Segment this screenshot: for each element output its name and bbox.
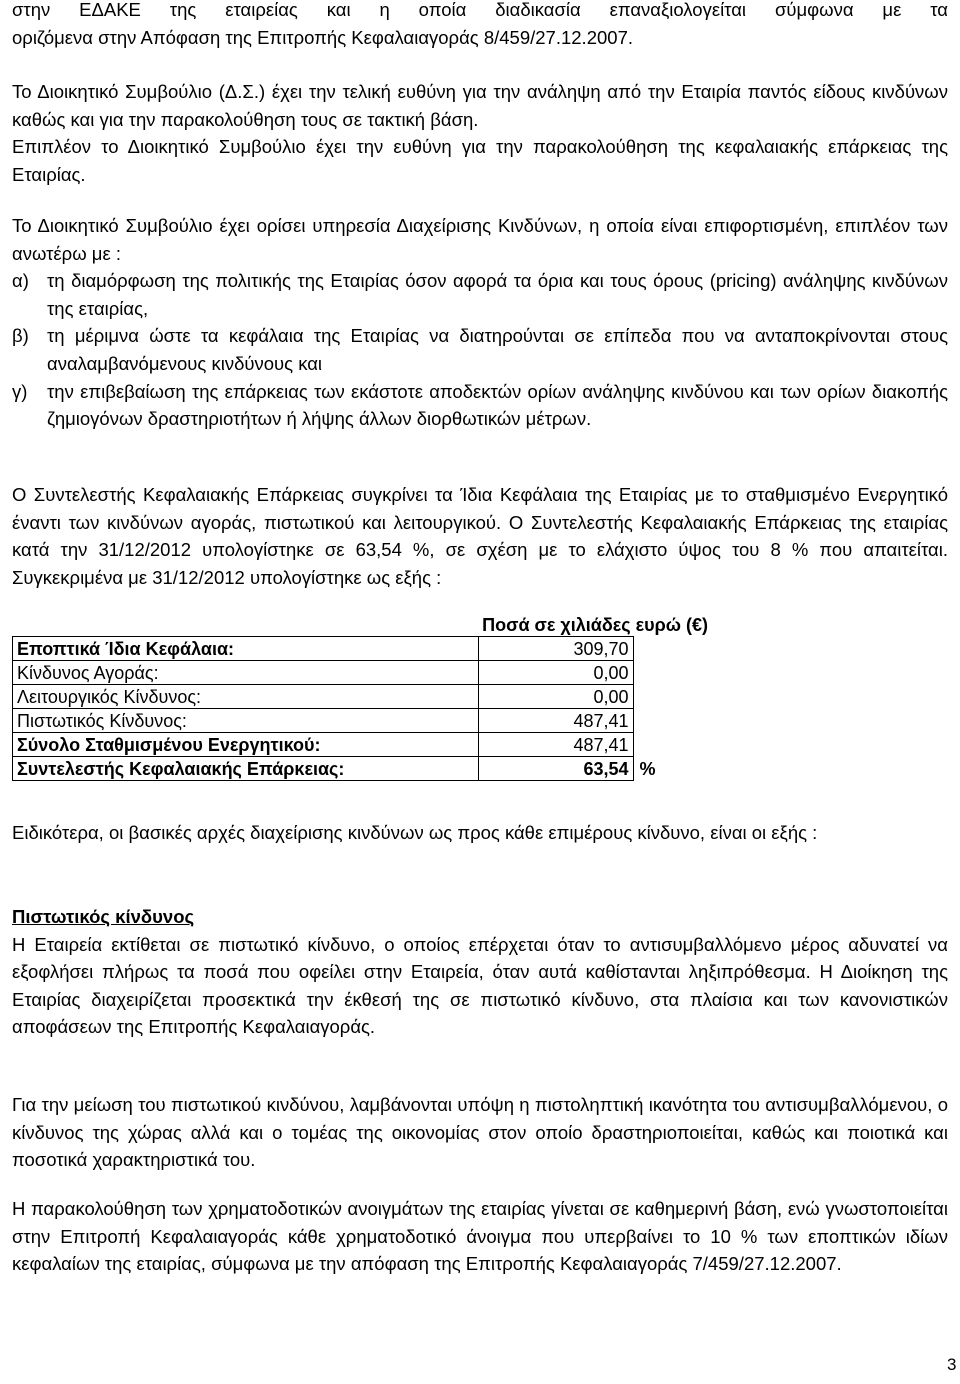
paragraph-credit-risk-reduction	[12, 1091, 948, 1174]
list-item	[12, 267, 948, 322]
table-header-spacer	[13, 613, 479, 637]
paragraph-intro: Το Διοικητικό Συμβούλιο έχει ορίσει υπηρεσία Διαχείρισης Κινδύνων, η οποία είναι επιφορτισμένη, επιπλέον των ανωτέρω με :	[12, 215, 948, 264]
list-item-text: την επιβεβαίωση της επάρκειας των εκάστοτε αποδεκτών ορίων ανάληψης κινδύνου και των ορίων διακοπής ζημιογόνων δραστηριοτήτων ή λήψης άλλων διορθωτικών μέτρων.	[47, 380, 948, 430]
paragraph-board-responsibility	[12, 78, 948, 188]
paragraph-risk-management	[12, 212, 948, 433]
table-row	[13, 661, 713, 685]
paragraph-text: Ο Συντελεστής Κεφαλαιακής Επάρκειας συγκρίνει τα Ίδια Κεφάλαια της Εταιρίας με το σταθμισμένο Ενεργητικό έναντι των κινδύνων αγοράς, πιστωτικού και λειτουργικού. Ο Συντελεστής Κεφαλαιακής Επάρκειας της εταιρίας κατά την 31/12/2012 υπολογίστηκε σε 63,54 %, σε σχέση με το ελάχιστο ύψος του 8 % που απαιτείται. Συγκεκριμένα με 31/12/2012 υπολογίστηκε ως εξής :	[12, 484, 948, 588]
row-value: 487,41	[478, 709, 633, 733]
list-marker: γ)	[12, 380, 28, 402]
paragraph-text: Για την μείωση του πιστωτικού κινδύνου, λαμβάνονται υπόψη η πιστοληπτική ικανότητα του αντισυμβαλλόμενου, ο κίνδυνος της χώρας αλλά και ο τομέας της οικονομίας στον οποίο δραστηριοποιείται, καθώς και ποιοτικά και ποσοτικά χαρακτηριστικά του.	[12, 1094, 948, 1171]
paragraph-exposure-monitoring	[12, 1195, 948, 1278]
section-heading: Πιστωτικός κίνδυνος	[12, 906, 195, 927]
table-header-row	[13, 613, 713, 637]
row-unit	[633, 661, 712, 685]
table-row	[13, 733, 713, 757]
row-unit	[633, 637, 712, 661]
paragraph-principles	[12, 819, 948, 847]
table-row	[13, 685, 713, 709]
paragraph-text: Η Εταιρεία εκτίθεται σε πιστωτικό κίνδυνο, ο οποίος επέρχεται όταν το αντισυμβαλλόμενο μέρος αδυνατεί να εξοφλήσει πλήρως τα ποσά που οφείλει στην Εταιρεία, όταν αυτά καθίστανται ληξιπρόθεσμα. Η Διοίκηση της Εταιρίας διαχειρίζεται προσεκτικά την έκθεσή της σε πιστωτικό κίνδυνο, στα πλαίσια και των κανονιστικών αποφάσεων της Επιτροπής Κεφαλαιαγοράς.	[12, 933, 948, 1038]
paragraph-text: Η παρακολούθηση των χρηματοδοτικών ανοιγμάτων της εταιρίας γίνεται σε καθημερινή βάση, ενώ γνωστοποιείται στην Επιτροπή Κεφαλαιαγοράς κάθε χρηματοδοτικό άνοιγμα που υπερβαίνει το 10 % των εποπτικών ιδίων κεφαλαίων της εταιρίας, σύμφωνα με την απόφαση της Επιτροπής Κεφαλαιαγοράς 7/459/27.12.2007.	[12, 1198, 948, 1275]
table-row	[13, 757, 713, 781]
paragraph-text: Το Διοικητικό Συμβούλιο (Δ.Σ.) έχει την τελική ευθύνη για την ανάληψη από την Εταιρία παντός είδους κινδύνων καθώς και για την παρακολούθηση τους σε τακτική βάση.	[12, 81, 948, 130]
column-header: Ποσά σε χιλιάδες ευρώ (€)	[482, 614, 708, 635]
row-unit	[633, 685, 712, 709]
table-row	[13, 709, 713, 733]
section-credit-risk	[12, 903, 948, 1041]
row-unit	[633, 709, 712, 733]
row-unit: %	[639, 758, 656, 779]
row-value: 309,70	[478, 637, 633, 661]
row-label: Σύνολο Σταθμισμένου Ενεργητικού:	[13, 733, 479, 757]
row-label: Εποπτικά Ίδια Κεφάλαια:	[13, 637, 479, 661]
row-value: 0,00	[478, 685, 633, 709]
list-item	[12, 322, 948, 377]
list-item	[12, 378, 948, 433]
paragraph-line: οριζόμενα στην Απόφαση της Επιτροπής Κεφαλαιαγοράς 8/459/27.12.2007.	[12, 26, 633, 48]
row-label: Λειτουργικός Κίνδυνος:	[13, 685, 479, 709]
paragraph-line: στην ΕΔΑΚΕ της εταιρείας και η οποία διαδικασία επαναξιολογείται σύμφωνα με τα	[12, 0, 948, 20]
list-item-text: τη μέριμνα ώστε τα κεφάλαια της Εταιρίας να διατηρούνται σε επίπεδα που να ανταποκρίνονται στους αναλαμβανόμενους κινδύνους και	[47, 325, 948, 374]
paragraph-text: Ειδικότερα, οι βασικές αρχές διαχείρισης κινδύνων ως προς κάθε επιμέρους κίνδυνο, είναι οι εξής :	[12, 822, 818, 843]
paragraph-capital-adequacy	[12, 481, 948, 591]
row-value: 63,54	[478, 757, 633, 781]
row-value: 0,00	[478, 661, 633, 685]
row-label: Συντελεστής Κεφαλαιακής Επάρκειας:	[13, 757, 479, 781]
row-unit	[633, 733, 712, 757]
row-value: 487,41	[478, 733, 633, 757]
list-item-text: τη διαμόρφωση της πολιτικής της Εταιρίας όσον αφορά τα όρια και τους όρους (pricing) ανάληψης κινδύνων της εταιρίας,	[47, 270, 948, 319]
row-label: Πιστωτικός Κίνδυνος:	[13, 709, 479, 733]
paragraph-text: Επιπλέον το Διοικητικό Συμβούλιο έχει την ευθύνη για την παρακολούθηση της κεφαλαιακής επάρκειας της Εταιρίας.	[12, 136, 948, 185]
list-marker: β)	[12, 325, 29, 347]
list-marker: α)	[12, 270, 29, 292]
paragraph-opening	[12, 0, 948, 51]
row-label: Κίνδυνος Αγοράς:	[13, 661, 479, 685]
table-row	[13, 637, 713, 661]
page-number: 3	[947, 1355, 957, 1374]
values-table	[12, 613, 712, 781]
capital-adequacy-table	[12, 613, 712, 781]
